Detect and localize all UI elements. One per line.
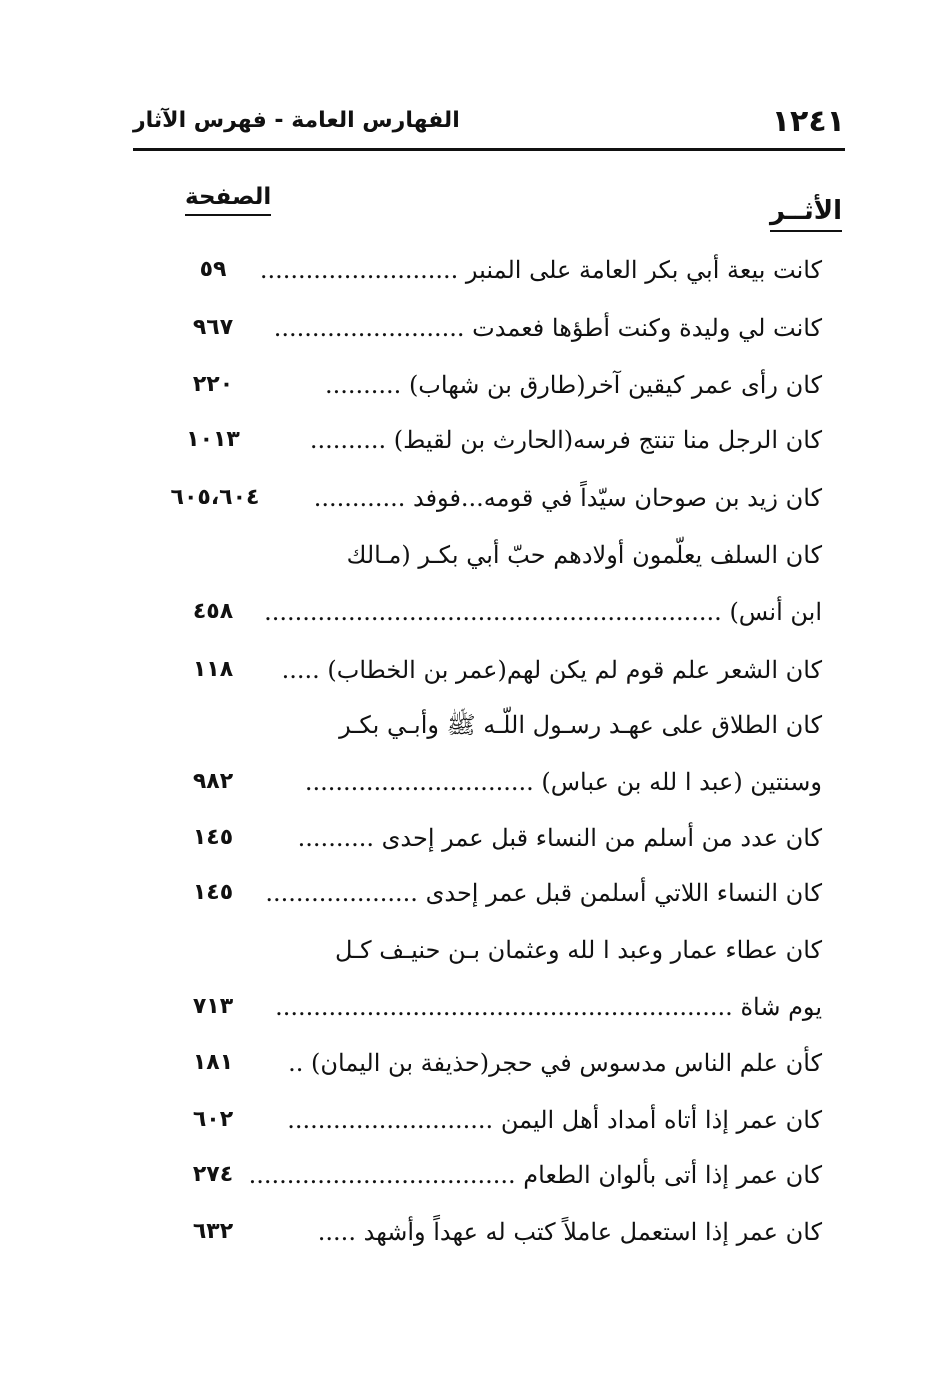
entry-leader-dots: ............	[313, 484, 406, 512]
entry-text: كان الطلاق على عهـد رسـول اللّـه ﷺ وأبـي بكـر	[339, 711, 822, 739]
entry-leader-dots: ...................................	[248, 1161, 516, 1189]
entry-leader-dots: ..........	[325, 371, 402, 399]
entry-leader-dots: .....	[281, 656, 320, 684]
entry-page-number: ٦٠٢	[192, 1107, 234, 1132]
entry-line	[304, 478, 822, 518]
entry-page-number: ١٤٥	[192, 825, 234, 850]
entry-text: كان النساء اللاتي أسلمن قبل عمر إحدى	[425, 879, 822, 907]
entry-text: يوم شاة	[740, 993, 822, 1021]
entry-text: كانت بيعة أبي بكر العامة على المنبر	[465, 256, 822, 284]
entry-text: كان الرجل منا تنتج فرسه(الحارث بن لقيط)	[393, 426, 822, 454]
entry-leader-dots: ..........................	[259, 256, 459, 284]
page-number: ١٢٤١	[771, 104, 845, 139]
entry-leader-dots: ....................	[265, 879, 418, 907]
entry-line	[287, 1100, 822, 1140]
entry-page-number: ١٠١٣	[186, 427, 240, 452]
entry-leader-dots: ..........	[297, 824, 374, 852]
entry-page-number: ١١٨	[192, 657, 234, 682]
entry-line	[275, 987, 822, 1027]
entry-page-number: ١٤٥	[192, 880, 234, 905]
entry-page-number: ٩٦٧	[192, 315, 234, 340]
entry-text: كان عمر إذا أتاه أمداد أهل اليمن	[500, 1106, 822, 1134]
entry-line	[288, 1043, 822, 1083]
entry-line	[304, 930, 822, 970]
entry-line	[304, 1212, 822, 1252]
entry-text: كان عمر إذا استعمل عاملاً كتب له عهداً وأشهد	[363, 1218, 822, 1246]
entry-line	[297, 818, 822, 858]
entry-line	[248, 1155, 822, 1195]
entry-text: وسنتين (عبد ا لله بن عباس)	[541, 768, 822, 796]
entry-leader-dots: ..	[288, 1049, 304, 1077]
entry-page-number: ٧١٣	[192, 994, 234, 1019]
entry-page-number: ٤٥٨	[192, 599, 234, 624]
entry-line	[259, 250, 822, 290]
entry-leader-dots: ..........	[309, 426, 387, 454]
entry-leader-dots: .....	[317, 1218, 356, 1246]
entry-leader-dots: ...........................	[287, 1106, 494, 1134]
entry-page-number: ٢٧٤	[192, 1162, 234, 1187]
entry-text: كان زيد بن صوحان سيّداً في قومه...فوفد	[412, 484, 822, 512]
entry-text: كان رأى عمر كيقين آخر(طارق بن شهاب)	[408, 371, 822, 399]
entry-page-number: ٦٣٢	[192, 1219, 234, 1244]
entry-text: كأن علم الناس مدسوس في حجر(حذيفة بن اليمان)	[311, 1049, 822, 1077]
entry-leader-dots: .........................	[273, 314, 465, 342]
entry-page-number: ٩٨٢	[192, 769, 234, 794]
entry-page-number: ١٨١	[192, 1050, 234, 1075]
entry-text: كان عمر إذا أتى بألوان الطعام	[523, 1161, 822, 1189]
entry-line	[304, 365, 822, 405]
entry-text: كان عطاء عمار وعبد ا لله وعثمان بـن حنيـف كـل	[334, 936, 822, 964]
entry-text: كانت لي وليدة وكنت أطؤها فعمدت	[472, 314, 822, 342]
running-title: الفهارس العامة - فهرس الآثار	[133, 108, 460, 133]
entry-text: كان عدد من أسلم من النساء قبل عمر إحدى	[381, 824, 822, 852]
entry-text: كان السلف يعلّمون أولادهم حبّ أبي بكـر (مـالك	[346, 541, 822, 569]
entry-text: كان الشعر علم قوم لم يكن لهم(عمر بن الخطاب)	[327, 656, 822, 684]
entry-leader-dots: ............................................................	[275, 993, 733, 1021]
entry-line	[281, 650, 822, 690]
entry-line	[265, 873, 822, 913]
column-heading-page: الصفحة	[185, 184, 271, 216]
entry-page-number: ٦٠٥،٦٠٤	[170, 485, 260, 510]
entry-line	[304, 535, 822, 575]
entry-line	[304, 705, 822, 745]
entry-line	[273, 308, 822, 348]
entry-leader-dots: ..............................	[304, 768, 534, 796]
entry-text: ابن أنس)	[729, 598, 822, 626]
column-heading-athar: الأثــر	[770, 196, 842, 232]
entry-page-number: ٥٩	[199, 257, 227, 282]
entry-page-number: ٢٢٠	[192, 372, 234, 397]
entry-leader-dots: ............................................................	[264, 598, 722, 626]
entry-line	[304, 762, 822, 802]
entry-line	[264, 592, 822, 632]
entry-line	[304, 420, 822, 460]
